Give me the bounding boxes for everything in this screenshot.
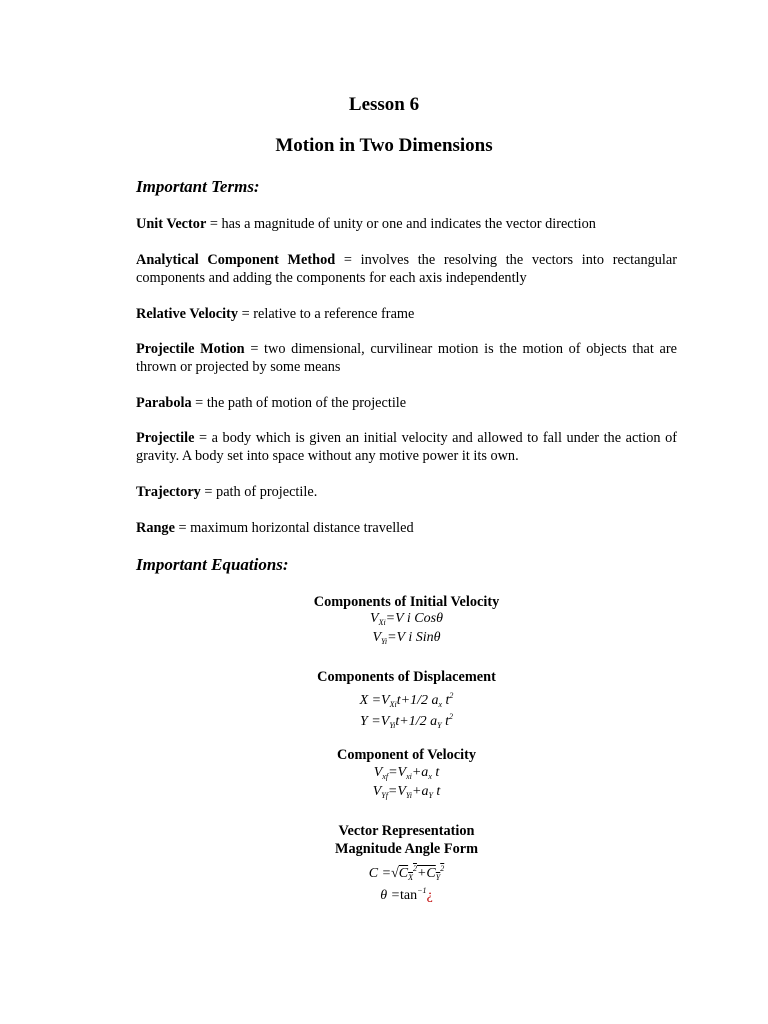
term-parabola <box>136 394 677 412</box>
term-analytical-component-method <box>136 251 677 287</box>
equation-y-displacement: $Y =V_{Yi}t+1/2$ $a_Y$ $t^2$ <box>360 712 453 730</box>
equation-vyi: $V_{Yi}=V$ i Sinθ <box>372 630 441 646</box>
equations-heading: Important Equations: <box>136 555 289 574</box>
term-projectile <box>136 429 677 465</box>
term-label: Relative Velocity <box>136 306 239 322</box>
term-unit-vector <box>136 215 677 233</box>
vector-representation-heading: Vector Representation <box>338 823 475 839</box>
initial-velocity-heading: Components of Initial Velocity <box>313 594 500 610</box>
terms-heading: Important Terms: <box>136 177 260 196</box>
velocity-heading: Component of Velocity <box>337 747 476 763</box>
term-definition: = two dimensional, curvilinear motion is the motion of objects that are thrown or projected by some means <box>136 341 677 375</box>
equation-vxf: $V_{xf}=V_{xi}+a_x$ t <box>373 765 440 781</box>
term-definition: = maximum horizontal distance travelled <box>174 520 414 536</box>
term-definition: = a body which is given an initial velocity and allowed to fall under the action of gravity. A body set into space without any motive power it its own. <box>136 430 677 464</box>
term-label: Analytical Component Method <box>136 252 336 268</box>
term-range <box>136 519 677 537</box>
displacement-heading: Components of Displacement <box>317 669 496 685</box>
lesson-number: Lesson 6 <box>348 94 420 115</box>
term-label: Unit Vector <box>136 216 207 232</box>
term-label: Parabola <box>136 395 192 411</box>
term-relative-velocity <box>136 305 677 323</box>
lesson-title: Motion in Two Dimensions <box>275 135 493 156</box>
term-label: Projectile <box>136 430 195 446</box>
term-definition: = involves the resolving the vectors into rectangular components and adding the components for each axis independently <box>136 252 677 286</box>
equation-magnitude: $C =√C_X^2+C_Y^2$ <box>368 864 445 882</box>
term-definition: = relative to a reference frame <box>238 306 415 322</box>
equation-vxi: $V_{Xi}=V$ i Cosθ <box>370 611 443 627</box>
term-projectile-motion <box>136 340 677 376</box>
term-label: Range <box>136 520 175 536</box>
term-label: Projectile Motion <box>136 341 245 357</box>
equation-vyf: $V_{Yf}=V_{Yi}+a_Y$ t <box>372 784 441 800</box>
term-label: Trajectory <box>136 484 201 500</box>
equation-angle: $\theta =\tan^{-1}¿$ <box>380 886 433 903</box>
magnitude-angle-heading: Magnitude Angle Form <box>335 841 478 857</box>
equation-x-displacement: $X =V_{Xi}t+1/2$ $a_x$ $t^2$ <box>359 691 454 709</box>
term-trajectory <box>136 483 677 501</box>
term-definition: = path of projectile. <box>200 484 318 500</box>
term-definition: = the path of motion of the projectile <box>191 395 407 411</box>
term-definition: = has a magnitude of unity or one and indicates the vector direction <box>206 216 596 232</box>
